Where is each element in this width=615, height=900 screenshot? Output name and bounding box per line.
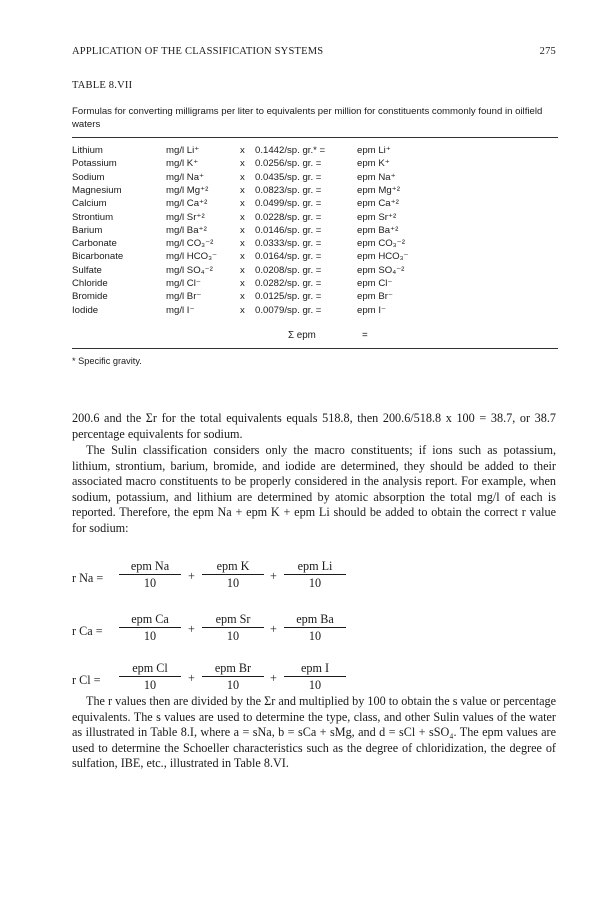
fraction	[284, 559, 346, 590]
constituent-name: Magnesium	[72, 184, 122, 196]
constituent-name: Bicarbonate	[72, 251, 124, 263]
body-paragraph-2: The Sulin classification considers only the macro constituents; if ions such as potassium, lithium, strontium, barium, bromide, and iodide are determined, they should be added to their associated macro constituents to be properly considered in the analysis report. For example, when sodium, potassium, and lithium are determined by atomic absorption the total mg/l of each is reported. Therefore, the epm Na + epm K + epm Li should be added to obtain the correct r value for sodium:	[72, 443, 556, 535]
table-label: TABLE 8.VII	[72, 80, 133, 91]
unit-cell: mg/l Li⁺	[166, 145, 200, 156]
unit-cell: mg/l SO₄⁻²	[166, 264, 213, 276]
table-footnote: * Specific gravity.	[72, 356, 142, 366]
formula-r-ca	[72, 612, 556, 656]
unit-cell: mg/l Sr⁺²	[166, 211, 205, 223]
table-row	[72, 197, 558, 210]
constituent-name: Calcium	[72, 198, 107, 210]
result-cell: epm SO₄⁻²	[357, 264, 405, 276]
factor-cell: 0.0256/sp. gr. =	[255, 158, 322, 170]
sum-epm-label: Σ epm	[288, 330, 316, 341]
fraction	[284, 661, 346, 692]
denominator: 10	[308, 629, 322, 643]
multiply-sign: x	[240, 251, 245, 263]
table-row	[72, 144, 558, 157]
denominator: 10	[226, 629, 240, 643]
result-cell: epm HCO₃⁻	[357, 251, 409, 263]
result-cell: epm Ca⁺²	[357, 198, 399, 210]
unit-cell: mg/l Mg⁺²	[166, 184, 209, 196]
result-cell: epm CO₃⁻²	[357, 238, 405, 250]
body-paragraph-3: The r values then are divided by the Σr and multiplied by 100 to obtain the s value or percentage equivalents. The s values are used to determine the type, class, and other Sulin values of the water as illustrated in Table 8.I, where a = sNa, b = sCa + sMg, and d = sCl + sSO₄. The epm values are used to determine the Schoeller characteristics such as the degree of chloridization, the degree of sulfation, IBE, etc., illustrated in Table 8.VI.	[72, 694, 556, 771]
denominator: 10	[143, 629, 157, 643]
result-cell: epm Ba⁺²	[357, 224, 399, 236]
result-cell: epm I⁻	[357, 304, 387, 316]
result-cell: epm Cl⁻	[357, 278, 393, 289]
unit-cell: mg/l Ca⁺²	[166, 198, 208, 210]
unit-cell: mg/l K⁺	[166, 158, 199, 170]
multiply-sign: x	[240, 211, 245, 223]
constituent-name: Sodium	[72, 171, 105, 183]
formula-lhs: r Na =	[72, 571, 104, 585]
constituent-name: Strontium	[72, 211, 114, 223]
factor-cell: 0.0125/sp. gr. =	[255, 291, 322, 303]
fraction	[119, 661, 181, 692]
running-head	[72, 46, 556, 60]
multiply-sign: x	[240, 278, 245, 289]
unit-cell: mg/l CO₃⁻²	[166, 238, 214, 250]
denominator: 10	[308, 678, 322, 692]
unit-cell: mg/l Cl⁻	[166, 278, 201, 289]
fraction	[119, 612, 181, 643]
result-cell: epm Sr⁺²	[357, 211, 397, 223]
formula-lhs: r Ca =	[72, 624, 103, 638]
conversion-table	[72, 144, 558, 319]
table-row	[72, 277, 558, 290]
plus-sign: +	[188, 622, 195, 636]
fraction	[284, 612, 346, 643]
table-caption: Formulas for converting milligrams per liter to equivalents per million for constituents commonly found in oilfield waters	[72, 106, 543, 130]
plus-sign: +	[188, 569, 195, 583]
table-row	[72, 157, 558, 170]
constituent-name: Carbonate	[72, 238, 117, 250]
numerator: epm Ba	[284, 612, 346, 628]
multiply-sign: x	[240, 145, 245, 156]
page-number: 275	[539, 46, 556, 57]
result-cell: epm K⁺	[357, 158, 390, 170]
multiply-sign: x	[240, 264, 245, 276]
constituent-name: Iodide	[72, 304, 99, 316]
table-bottom-rule	[72, 348, 558, 349]
factor-cell: 0.0282/sp. gr. =	[255, 278, 322, 289]
denominator: 10	[226, 576, 240, 590]
unit-cell: mg/l Na⁺	[166, 171, 205, 183]
unit-cell: mg/l HCO₃⁻	[166, 251, 218, 263]
multiply-sign: x	[240, 198, 245, 210]
denominator: 10	[226, 678, 240, 692]
factor-cell: 0.1442/sp. gr.* =	[255, 145, 326, 156]
formula-lhs: r Cl =	[72, 673, 101, 687]
table-row	[72, 264, 558, 277]
constituent-name: Sulfate	[72, 264, 102, 276]
multiply-sign: x	[240, 184, 245, 196]
table-row	[72, 224, 558, 237]
numerator: epm Li	[284, 559, 346, 575]
constituent-name: Lithium	[72, 145, 103, 156]
factor-cell: 0.0823/sp. gr. =	[255, 184, 322, 196]
multiply-sign: x	[240, 171, 245, 183]
result-cell: epm Li⁺	[357, 145, 391, 156]
factor-cell: 0.0164/sp. gr. =	[255, 251, 322, 263]
fraction	[202, 559, 264, 590]
constituent-name: Bromide	[72, 291, 108, 303]
unit-cell: mg/l Ba⁺²	[166, 224, 207, 236]
numerator: epm I	[284, 661, 346, 677]
sum-equals-sign: =	[362, 330, 368, 341]
fraction	[202, 661, 264, 692]
factor-cell: 0.0435/sp. gr. =	[255, 171, 322, 183]
table-row	[72, 184, 558, 197]
denominator: 10	[143, 576, 157, 590]
numerator: epm Cl	[119, 661, 181, 677]
constituent-name: Barium	[72, 224, 103, 236]
multiply-sign: x	[240, 158, 245, 170]
plus-sign: +	[270, 569, 277, 583]
denominator: 10	[308, 576, 322, 590]
result-cell: epm Mg⁺²	[357, 184, 400, 196]
factor-cell: 0.0146/sp. gr. =	[255, 224, 322, 236]
result-cell: epm Na⁺	[357, 171, 396, 183]
table-row	[72, 250, 558, 263]
multiply-sign: x	[240, 291, 245, 303]
unit-cell: mg/l Br⁻	[166, 291, 202, 303]
formula-r-na	[72, 559, 556, 603]
factor-cell: 0.0079/sp. gr. =	[255, 304, 322, 316]
multiply-sign: x	[240, 304, 245, 316]
sum-row	[72, 330, 558, 343]
numerator: epm Na	[119, 559, 181, 575]
plus-sign: +	[188, 671, 195, 685]
factor-cell: 0.0208/sp. gr. =	[255, 264, 322, 276]
table-row	[72, 211, 558, 224]
numerator: epm K	[202, 559, 264, 575]
denominator: 10	[143, 678, 157, 692]
numerator: epm Sr	[202, 612, 264, 628]
numerator: epm Br	[202, 661, 264, 677]
constituent-name: Chloride	[72, 278, 108, 289]
unit-cell: mg/l I⁻	[166, 304, 195, 316]
factor-cell: 0.0333/sp. gr. =	[255, 238, 322, 250]
factor-cell: 0.0499/sp. gr. =	[255, 198, 322, 210]
result-cell: epm Br⁻	[357, 291, 393, 303]
multiply-sign: x	[240, 224, 245, 236]
running-head-title: APPLICATION OF THE CLASSIFICATION SYSTEMS	[72, 46, 324, 57]
fraction	[119, 559, 181, 590]
factor-cell: 0.0228/sp. gr. =	[255, 211, 322, 223]
table-row	[72, 237, 558, 250]
multiply-sign: x	[240, 238, 245, 250]
table-row	[72, 304, 558, 317]
table-row	[72, 171, 558, 184]
table-top-rule	[72, 137, 558, 138]
fraction	[202, 612, 264, 643]
plus-sign: +	[270, 622, 277, 636]
table-row	[72, 290, 558, 303]
plus-sign: +	[270, 671, 277, 685]
numerator: epm Ca	[119, 612, 181, 628]
constituent-name: Potassium	[72, 158, 117, 170]
body-paragraph-1: 200.6 and the Σr for the total equivalents equals 518.8, then 200.6/518.8 x 100 = 38.7, or 38.7 percentage equivalents for sodium.	[72, 411, 556, 441]
